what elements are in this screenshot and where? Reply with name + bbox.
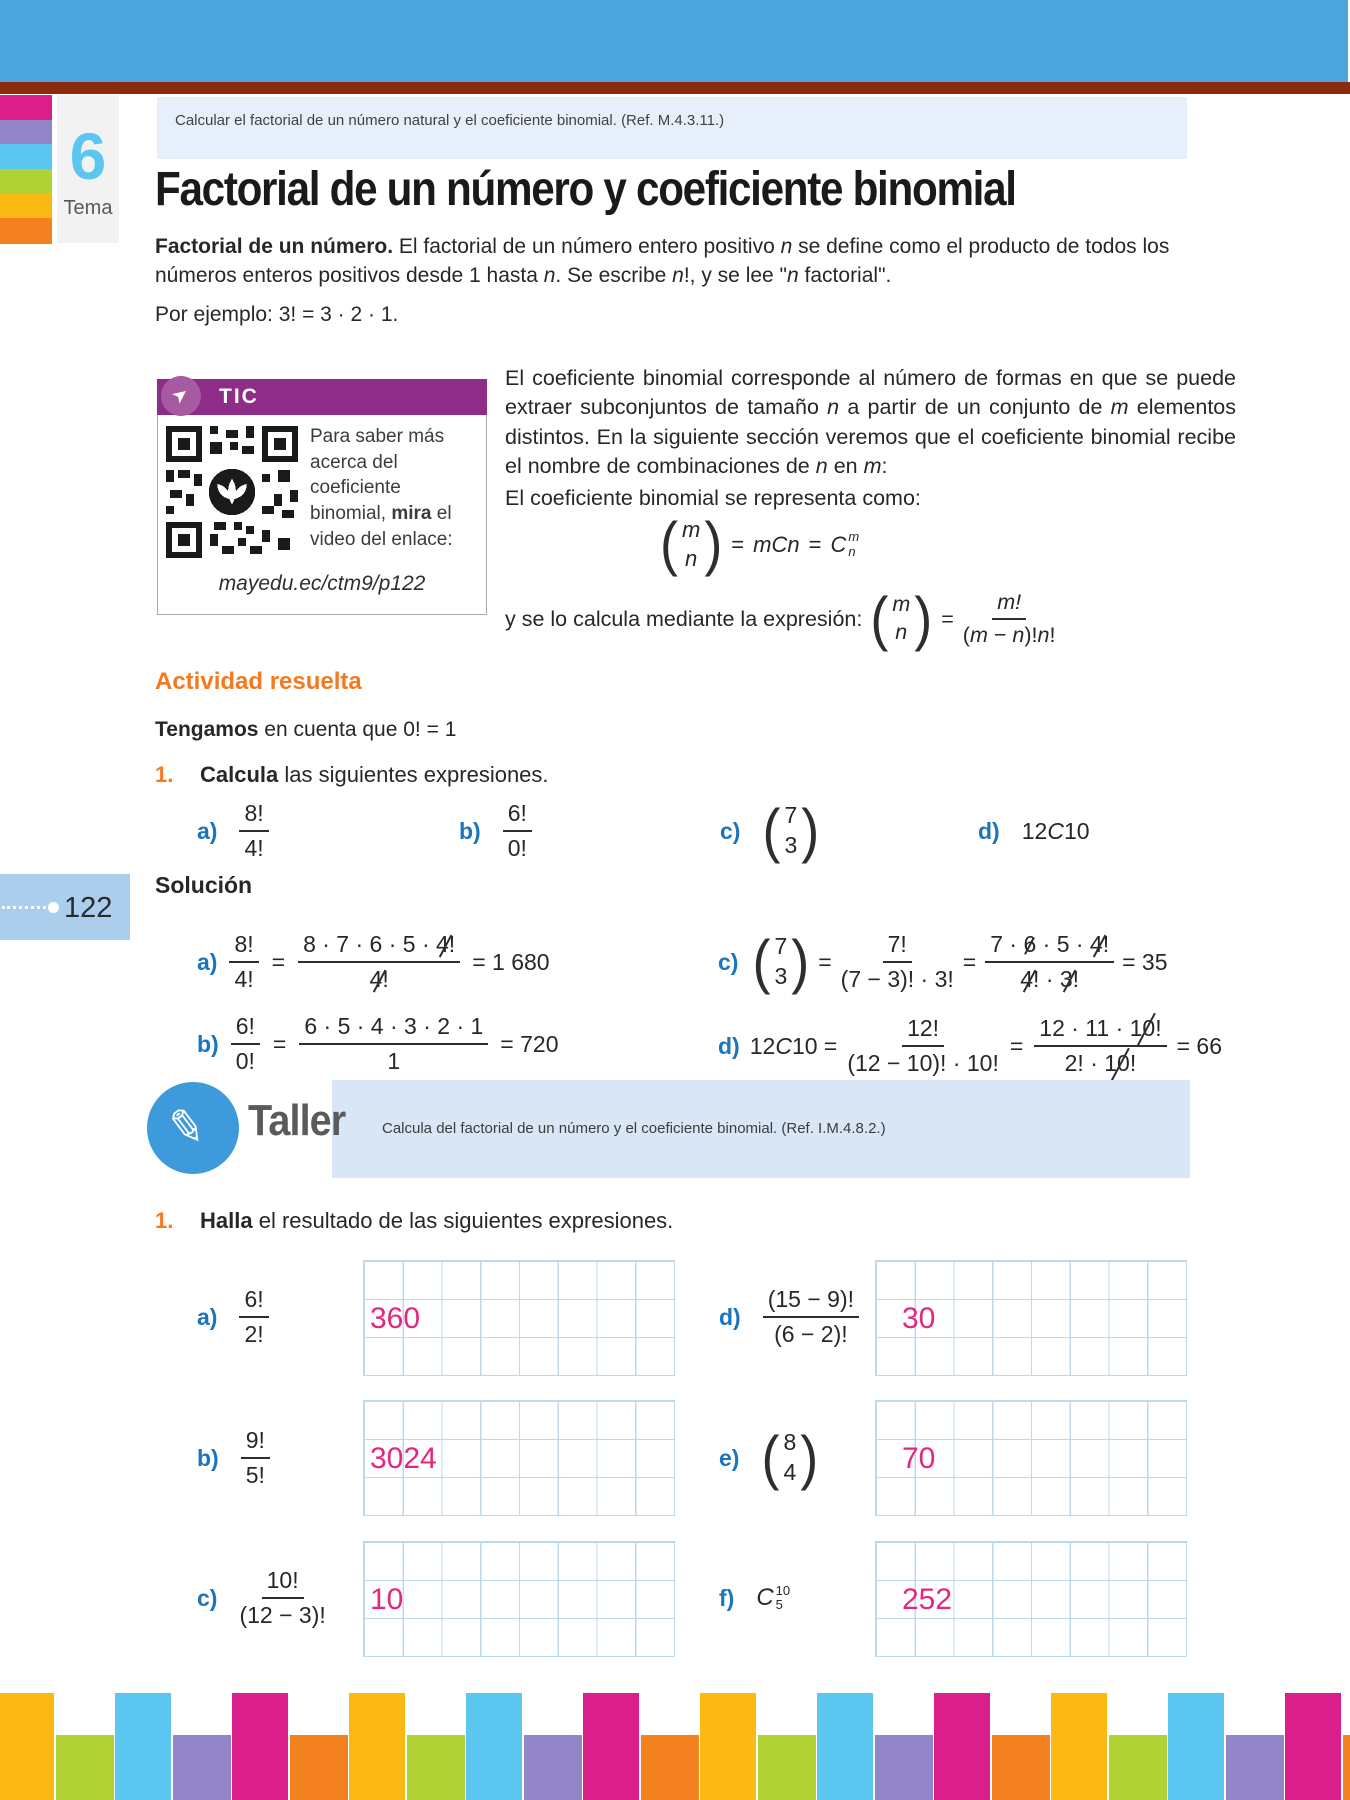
- footer-bar: [1226, 1735, 1284, 1800]
- fraction: [239, 800, 268, 862]
- question-number: 1.: [155, 762, 174, 787]
- answer-a: 360: [370, 1302, 421, 1335]
- qr-code[interactable]: [166, 426, 298, 558]
- intro-paragraph: Factorial de un número. El factorial de un número entero positivo n se define como el producto de todos los números enteros positivos desde 1 hasta n. Se escribe n!, y se lee "n factorial".: [155, 235, 1170, 288]
- c-notation: [830, 530, 859, 559]
- fraction-expanded: [298, 931, 460, 993]
- left-paren: (: [761, 1424, 780, 1492]
- item-label: c): [197, 1584, 218, 1611]
- strip-block: [0, 218, 52, 243]
- exercise-b: [197, 1413, 270, 1503]
- footer-bar: [115, 1693, 171, 1800]
- answer-grid-c[interactable]: [363, 1541, 675, 1657]
- strip-block: [0, 95, 52, 120]
- item-label: a): [197, 948, 218, 975]
- item-label: f): [719, 1584, 735, 1611]
- footer-bar: [524, 1735, 582, 1800]
- footer-bar: [290, 1735, 348, 1800]
- cancelled-term: 4!: [1020, 966, 1040, 992]
- fraction-denominator: 2!: [244, 1321, 264, 1347]
- fraction-expanded: [1034, 1015, 1166, 1077]
- footer-bar: [349, 1693, 405, 1800]
- page-title: Factorial de un número y coeficiente binomial: [155, 163, 1016, 216]
- fraction-numerator: (15 − 9)!: [763, 1286, 859, 1318]
- item-label: c): [718, 948, 739, 975]
- fraction-denominator: (m − n)!n!: [962, 623, 1056, 647]
- left-paren: (: [752, 928, 771, 996]
- product-terms: · 5 ·: [1036, 931, 1090, 957]
- footer-decoration: [0, 1693, 1350, 1800]
- fraction-expanded: [299, 1013, 488, 1075]
- equals-sign: =: [818, 948, 832, 975]
- answer-b: 3024: [370, 1442, 437, 1475]
- fraction-denominator: (6 − 2)!: [774, 1321, 848, 1347]
- binomial-symbol: [761, 1424, 819, 1492]
- fraction-numerator: 7!: [883, 931, 912, 963]
- pencil-icon: ✎: [163, 1098, 209, 1156]
- fraction: [841, 931, 954, 993]
- tic-box: [157, 379, 487, 615]
- c-superscript: m: [848, 529, 860, 545]
- equals-sign: =: [1009, 1032, 1024, 1059]
- footer-bar: [700, 1693, 756, 1800]
- cancelled-term: 3!: [1059, 966, 1080, 992]
- item-label: a): [197, 1303, 218, 1330]
- binom-top: 7: [774, 933, 788, 960]
- footer-bar: [1109, 1735, 1167, 1800]
- item-label: b): [197, 1030, 219, 1057]
- item-b: [459, 794, 532, 868]
- binom-bottom: n: [685, 545, 698, 571]
- cancelled-term: 4!: [369, 966, 389, 992]
- footer-bar: [583, 1693, 639, 1800]
- binom-bottom: 3: [774, 963, 788, 989]
- result: = 720: [500, 1030, 559, 1057]
- fraction-numerator: m!: [992, 590, 1026, 620]
- item-label: b): [197, 1444, 219, 1471]
- cancelled-term: 10!: [1129, 1015, 1162, 1041]
- exercise-e: [719, 1413, 818, 1503]
- item-a: [197, 794, 269, 868]
- binomial-symbol: [762, 797, 820, 865]
- tema-box: [57, 95, 119, 243]
- product-terms: ·: [1039, 966, 1060, 992]
- calculation-formula: [505, 585, 1056, 653]
- binom-bottom: 4: [783, 1459, 797, 1485]
- footer-bar: [1285, 1693, 1341, 1800]
- header-accent-band: [0, 82, 1350, 94]
- item-label: d): [718, 1032, 740, 1059]
- exercise-a: [197, 1272, 269, 1362]
- answer-grid-d[interactable]: [875, 1260, 1187, 1376]
- binom-top: m: [892, 592, 911, 617]
- fraction-denominator: 1: [387, 1048, 401, 1074]
- binom-bottom: n: [895, 620, 908, 644]
- example-line: Por ejemplo: 3! = 3 · 2 · 1.: [155, 303, 399, 326]
- represent-line: El coeficiente binomial se representa como:: [505, 486, 921, 510]
- fraction-expanded: [985, 931, 1114, 993]
- footer-bar: [992, 1735, 1050, 1800]
- c-subscript: 5: [775, 1597, 783, 1612]
- tema-number: 6: [69, 119, 107, 193]
- right-paren: ): [791, 928, 810, 996]
- answer-grid-e[interactable]: [875, 1400, 1187, 1516]
- answer-f: 252: [902, 1583, 953, 1616]
- answer-c: 10: [370, 1583, 404, 1616]
- footer-bar: [1168, 1693, 1224, 1800]
- c-letter: C: [756, 1584, 774, 1611]
- objective-text: Calcular el factorial de un número natural y el coeficiente binomial. (Ref. M.4.3.11.): [175, 112, 725, 129]
- c-notation: [756, 1584, 790, 1613]
- product-terms: 7 ·: [990, 931, 1024, 957]
- cancelled-term: 6: [1023, 931, 1037, 957]
- page-number-tab: [0, 874, 130, 940]
- taller-description: Calcula del factorial de un número y el coeficiente binomial. (Ref. I.M.4.8.2.): [382, 1120, 886, 1137]
- item-c: [720, 794, 819, 868]
- answer-e: 70: [902, 1442, 936, 1475]
- taller-icon-circle: [147, 1082, 239, 1174]
- answer-grid-f[interactable]: [875, 1541, 1187, 1657]
- left-paren: (: [870, 585, 889, 653]
- cancelled-term: 4!: [436, 931, 456, 957]
- fraction-denominator: 0!: [507, 835, 527, 861]
- footer-bar: [56, 1735, 114, 1800]
- fraction-denominator: 5!: [245, 1462, 265, 1488]
- fraction-numerator: 6!: [239, 1286, 268, 1318]
- exercise-c: [197, 1553, 326, 1643]
- footer-bar: [641, 1735, 699, 1800]
- dotted-line: [2, 906, 46, 909]
- fraction: [231, 1013, 260, 1075]
- expression: 12C10 =: [749, 1032, 838, 1059]
- question-text: Calcula las siguientes expresiones.: [200, 762, 549, 787]
- answer-grid-a[interactable]: [363, 1260, 675, 1376]
- binom-top: m: [681, 517, 701, 542]
- binomial-symbol: [752, 928, 810, 996]
- product-terms: 6 · 5 · 4 · 3 · 2 · 1: [299, 1013, 488, 1045]
- c-superscript: 10: [775, 1582, 791, 1598]
- c-subscript: n: [848, 543, 856, 559]
- fraction-numerator: 9!: [241, 1427, 270, 1459]
- footer-bar: [407, 1735, 465, 1800]
- fraction-denominator: (12 − 10)! · 10!: [847, 1050, 999, 1076]
- footer-bar: [817, 1693, 873, 1800]
- right-paren: ): [704, 510, 723, 578]
- concept-paragraph: El coeficiente binomial corresponde al número de formas en que se puede extraer subconjuntos de tamaño n a partir de un conjunto de m elementos distintos. En la siguiente sección veremos que el coeficiente binomial recibe el nombre de combinaciones de n en m:: [505, 366, 1236, 479]
- fraction-numerator: 8!: [239, 800, 268, 832]
- item-d: [978, 794, 1090, 868]
- fraction: [847, 1015, 999, 1077]
- item-label: d): [719, 1303, 741, 1330]
- cancelled-term: 10!: [1104, 1050, 1137, 1076]
- footer-bar: [758, 1735, 816, 1800]
- actividad-heading: Actividad resuelta: [155, 668, 362, 695]
- tema-label: Tema: [63, 197, 113, 219]
- footer-bar: [875, 1735, 933, 1800]
- page-number: 122: [64, 892, 113, 924]
- answer-grid-b[interactable]: [363, 1400, 675, 1516]
- header-band: [0, 0, 1348, 82]
- strip-block: [0, 169, 52, 194]
- tic-text: Para saber más acerca del coeficiente binomial, mira el video del enlace:: [310, 426, 453, 550]
- fraction: [239, 1286, 268, 1348]
- item-label: e): [719, 1444, 740, 1471]
- binom-bottom: 3: [784, 832, 798, 858]
- equals-sign: =: [941, 606, 954, 631]
- product-terms: 2! ·: [1064, 1050, 1105, 1076]
- exercise-d: [719, 1272, 859, 1362]
- fraction: [239, 1567, 325, 1629]
- dot-icon: [48, 902, 59, 913]
- solution-c: [718, 916, 1168, 1008]
- result: = 1 680: [472, 948, 550, 975]
- item-label: d): [978, 817, 1000, 844]
- right-paren: ): [914, 585, 933, 653]
- color-strip: [0, 95, 52, 243]
- calc-prefix: y se lo calcula mediante la expresión:: [505, 606, 863, 631]
- fraction-denominator: 0!: [235, 1048, 255, 1074]
- equals-sign: =: [808, 531, 822, 557]
- fraction-denominator: (7 − 3)! · 3!: [840, 966, 954, 992]
- footer-bar: [934, 1693, 990, 1800]
- strip-block: [0, 144, 52, 169]
- binomial-notation-formula: [660, 510, 860, 578]
- fraction-numerator: 6!: [231, 1013, 260, 1045]
- strip-block: [0, 120, 52, 145]
- left-paren: (: [762, 797, 781, 865]
- result: = 66: [1176, 1032, 1223, 1059]
- product-terms: 12 · 11 ·: [1039, 1015, 1130, 1041]
- footer-bar: [0, 1693, 54, 1800]
- taller-label: Taller: [248, 1096, 346, 1145]
- fraction-numerator: 10!: [262, 1567, 304, 1599]
- solution-heading: Solución: [155, 872, 253, 898]
- footer-bar: [466, 1693, 522, 1800]
- fraction-denominator: 4!: [234, 966, 254, 992]
- item-label: c): [720, 817, 741, 844]
- item-label: a): [197, 817, 218, 844]
- expression: 12C10: [1021, 817, 1090, 844]
- result: = 35: [1122, 948, 1168, 975]
- fraction: [241, 1427, 270, 1489]
- strip-block: [0, 194, 52, 219]
- binom-top: 8: [783, 1429, 797, 1456]
- binomial-symbol: [660, 510, 723, 578]
- right-paren: ): [801, 797, 820, 865]
- footer-bar: [173, 1735, 231, 1800]
- question-number: 1.: [155, 1208, 174, 1233]
- tic-link[interactable]: mayedu.ec/ctm9/p122: [218, 572, 426, 595]
- equals-sign: =: [271, 948, 286, 975]
- footer-bar: [1051, 1693, 1107, 1800]
- product-terms: 8 · 7 · 6 · 5 ·: [303, 931, 437, 957]
- cancelled-term: 4!: [1089, 931, 1110, 957]
- binom-top: 7: [784, 802, 798, 829]
- tic-header: [157, 379, 487, 415]
- footer-bar: [232, 1693, 288, 1800]
- fraction: [503, 800, 532, 862]
- equals-sign: =: [962, 948, 977, 975]
- note-line: Tengamos en cuenta que 0! = 1: [155, 718, 457, 741]
- solution-b: [197, 1004, 559, 1084]
- tic-arrow-icon: ➤: [153, 368, 209, 424]
- item-label: b): [459, 817, 481, 844]
- fraction-numerator: 6!: [503, 800, 532, 832]
- fraction-numerator: 8!: [229, 931, 258, 963]
- mcn-notation: mCn: [753, 531, 800, 557]
- fraction-numerator: 12!: [902, 1015, 944, 1047]
- equals-sign: =: [272, 1030, 287, 1057]
- answer-d: 30: [902, 1302, 936, 1335]
- solution-a: [197, 922, 550, 1002]
- objective-box: [157, 97, 1187, 159]
- fraction-denominator: (12 − 3)!: [239, 1602, 326, 1628]
- question-text: Halla el resultado de las siguientes expresiones.: [200, 1208, 674, 1233]
- right-paren: ): [800, 1424, 819, 1492]
- footer-bar: [1343, 1735, 1350, 1800]
- binomial-symbol: [870, 585, 933, 653]
- left-paren: (: [660, 510, 678, 578]
- fraction: [963, 590, 1056, 648]
- taller-banner: [332, 1080, 1190, 1178]
- c-letter: C: [830, 531, 847, 557]
- tic-label: TIC: [219, 385, 259, 408]
- fraction: [763, 1286, 859, 1348]
- solution-d: [718, 1002, 1222, 1090]
- exercise-f: [719, 1553, 790, 1643]
- fraction-denominator: 4!: [244, 835, 264, 861]
- fraction: [229, 931, 258, 993]
- equals-sign: =: [731, 531, 745, 557]
